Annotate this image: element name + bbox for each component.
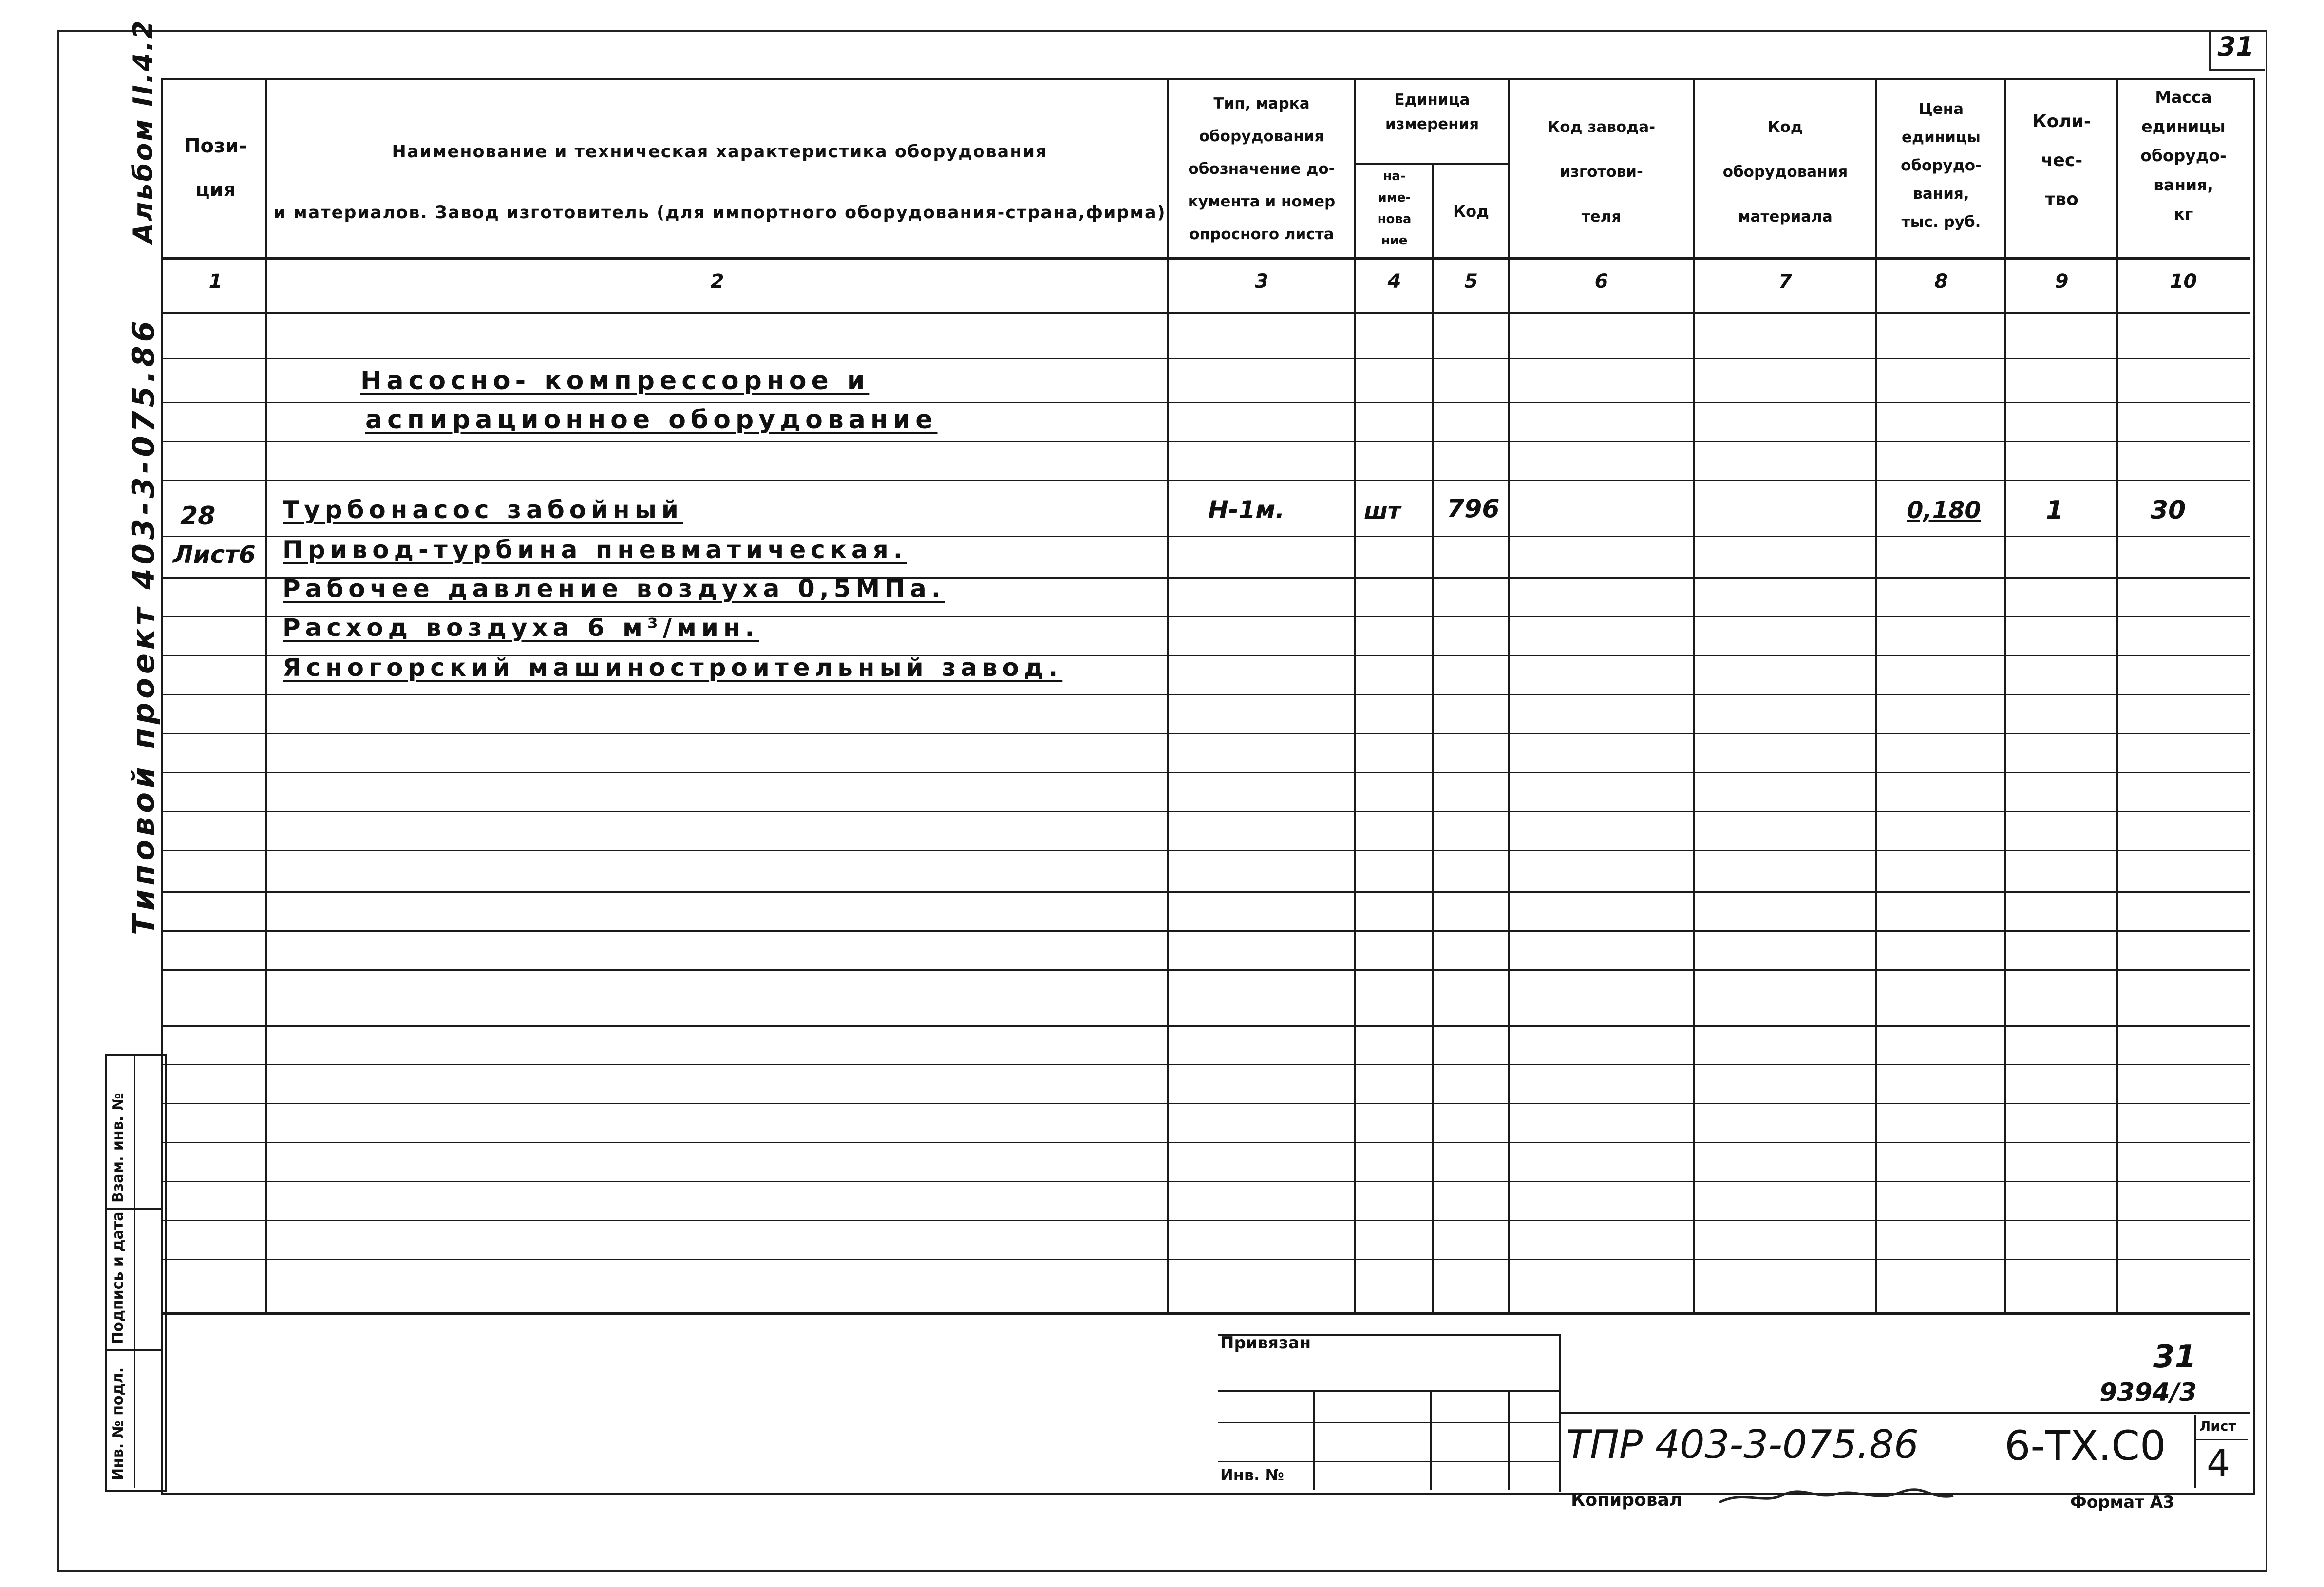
copied-label: Копировал xyxy=(1571,1490,1682,1510)
sheet-number: 4 xyxy=(2207,1441,2230,1485)
row-line xyxy=(163,772,2250,773)
header-equipment-code: Код оборудования материала xyxy=(1722,118,1848,225)
stamp-divider xyxy=(105,1208,163,1210)
doc-code: ТПР 403-3-075.86 xyxy=(1566,1422,1919,1467)
item-unit: шт xyxy=(1364,498,1401,524)
header-price: Цена единицы оборудо- вания, тыс. руб. xyxy=(1901,100,1982,231)
archive-number-2: 9394/3 xyxy=(2099,1378,2197,1407)
inv-label: Инв. № xyxy=(1220,1466,1284,1484)
item-type: Н-1м. xyxy=(1208,496,1285,524)
item-price: 0,180 xyxy=(1907,497,1981,524)
row-line xyxy=(163,1220,2250,1221)
stamp-divider xyxy=(105,1349,163,1351)
item-quantity: 1 xyxy=(2046,496,2064,525)
item-manufacturer: Ясногорский машиностроительный завод. xyxy=(283,653,1063,682)
row-line xyxy=(163,1103,2250,1104)
col-line xyxy=(1432,163,1434,1312)
col-line xyxy=(2004,79,2006,1313)
numbers-bottom xyxy=(163,312,2250,314)
item-unit-code: 796 xyxy=(1447,494,1500,523)
row-line xyxy=(163,1064,2250,1065)
row-line xyxy=(163,850,2250,851)
col-number: 3 xyxy=(1255,270,1268,293)
position-sheet: Лист6 xyxy=(173,541,256,569)
album-label: Альбом II.4.2 xyxy=(128,19,158,243)
tb-line xyxy=(1508,1390,1510,1490)
col-number: 4 xyxy=(1387,270,1401,293)
sheet-label: Лист xyxy=(2199,1418,2236,1434)
col-line xyxy=(1875,79,1877,1313)
stamp-sign-label: Подпись и дата xyxy=(110,1211,127,1344)
section-title: Насосно- компрессорное и xyxy=(360,366,870,395)
row-line xyxy=(163,441,2250,442)
header-mass: Масса единицы оборудо- вания, кг xyxy=(2140,88,2227,224)
row-line xyxy=(163,694,2250,695)
item-name: Турбонасос забойный xyxy=(283,496,683,524)
header-unit-code: Код xyxy=(1453,202,1489,221)
position-number: 28 xyxy=(180,502,216,531)
row-line xyxy=(163,891,2250,893)
col-number: 6 xyxy=(1594,270,1608,293)
item-description: Привод-турбина пневматическая. xyxy=(283,536,907,564)
tb-line xyxy=(1313,1390,1315,1490)
col-number: 7 xyxy=(1778,270,1792,293)
header-unit: Единица измерения xyxy=(1385,91,1479,133)
project-label: Типовой проект 403-3-075.86 xyxy=(126,317,161,935)
section-title: аспирационное оборудование xyxy=(365,405,938,434)
corner-number: 31 xyxy=(2217,31,2254,62)
item-mass: 30 xyxy=(2151,496,2186,525)
row-line xyxy=(163,358,2250,359)
row-line xyxy=(163,1025,2250,1027)
stamp-inv-label: Инв. № подл. xyxy=(110,1367,127,1480)
stamp-divider xyxy=(134,1054,135,1488)
table-bottom xyxy=(163,1312,2250,1315)
col-line xyxy=(1167,79,1169,1313)
row-line xyxy=(163,402,2250,403)
row-line xyxy=(163,480,2250,481)
doc-code-line xyxy=(1559,1412,2250,1414)
format-label: Формат А3 xyxy=(2070,1493,2174,1512)
unit-header-divider xyxy=(1354,163,1508,165)
col-line xyxy=(1354,79,1356,1313)
stamp-replace-label: Взам. инв. № xyxy=(110,1093,127,1203)
col-number: 1 xyxy=(208,270,223,293)
col-number: 9 xyxy=(2055,270,2069,293)
col-line xyxy=(2116,79,2118,1313)
row-line xyxy=(163,1181,2250,1182)
item-description: Рабочее давление воздуха 0,5МПа. xyxy=(283,575,945,603)
row-line xyxy=(163,811,2250,812)
col-number: 8 xyxy=(1934,270,1948,293)
col-line xyxy=(1693,79,1695,1313)
col-line xyxy=(1508,79,1510,1313)
bound-label: Привязан xyxy=(1220,1333,1311,1353)
archive-number-1: 31 xyxy=(2153,1339,2197,1375)
header-name: Наименование и техническая характеристика оборудования и материалов. Завод изготовитель (для импортного оборудования-страна,фирма) xyxy=(273,142,1166,223)
row-line xyxy=(163,1142,2250,1143)
sheet-box-divider xyxy=(2194,1439,2248,1440)
header-unit-name: на- име- нова ние xyxy=(1377,169,1412,248)
header-position: Пози- ция xyxy=(184,135,247,201)
header-bottom xyxy=(163,257,2250,260)
row-line xyxy=(163,930,2250,932)
row-line xyxy=(163,969,2250,971)
row-line xyxy=(163,1259,2250,1260)
header-quantity: Коли- чес- тво xyxy=(2032,112,2091,209)
col-number: 5 xyxy=(1464,270,1478,293)
col-number: 10 xyxy=(2170,270,2197,293)
header-type: Тип, марка оборудования обозначение до- кумента и номер опросного листа xyxy=(1188,95,1336,243)
col-line xyxy=(265,79,267,1313)
row-line xyxy=(163,733,2250,734)
copier-signature xyxy=(1715,1485,1958,1510)
header-factory-code: Код завода- изготови- теля xyxy=(1547,118,1656,225)
sheet-code: 6-ТХ.С0 xyxy=(2004,1422,2166,1470)
col-number: 2 xyxy=(710,270,724,293)
item-description: Расход воздуха 6 м³/мин. xyxy=(283,614,759,642)
tb-line xyxy=(1430,1390,1432,1490)
